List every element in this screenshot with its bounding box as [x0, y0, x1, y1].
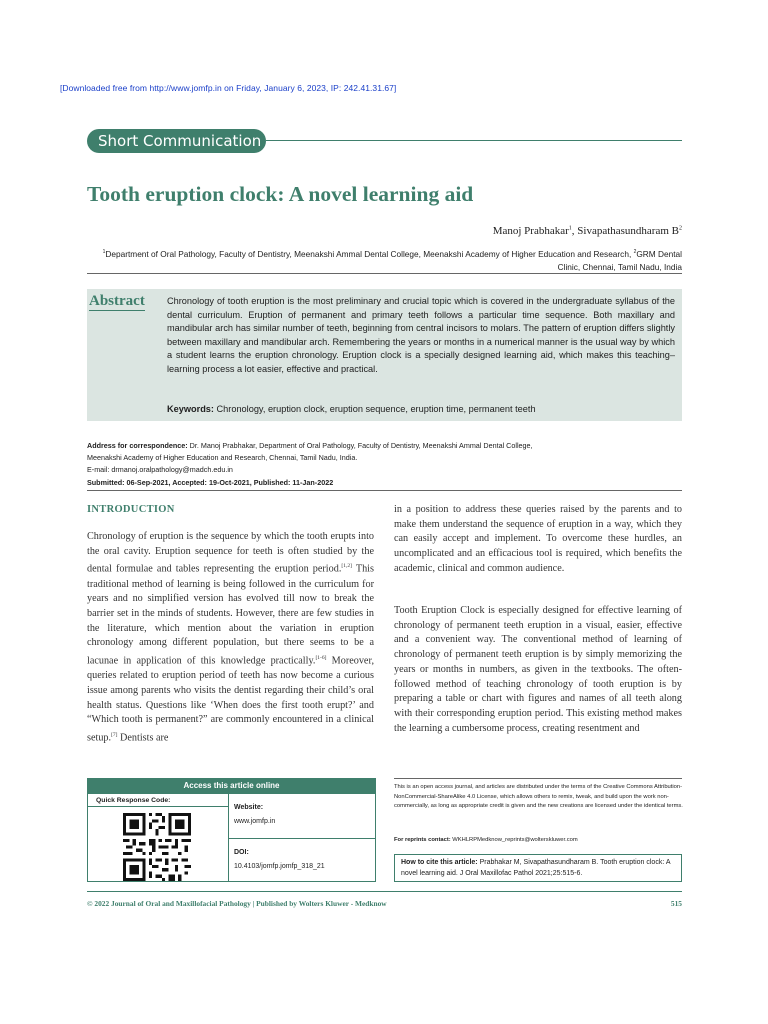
access-divider [228, 838, 376, 839]
qr-label: Quick Response Code: [96, 797, 171, 804]
affiliations [92, 246, 682, 274]
doi-label: DOI: [234, 849, 249, 856]
intro-text: This traditional method of learning is being followed in the curriculum for years and no simplified version has evolved till now to break the barrier set in the minds of students. However, there are few studies in the literature, which mention about the variation in eruption chronology among different population, but there seems to be a lacunae in application of this knowledge practically. [87, 563, 374, 667]
access-header: Access this article online [87, 778, 376, 794]
download-banner[interactable]: [Downloaded free from http://www.jomfp.in on Friday, January 6, 2023, IP: 242.41.31.67] [60, 83, 397, 93]
authors [493, 225, 682, 237]
page-number: 515 [670, 899, 682, 908]
submission-dates: Submitted: 06-Sep-2021, Accepted: 19-Oct-2021, Published: 11-Jan-2022 [87, 477, 334, 487]
section-badge [87, 129, 266, 153]
keywords-list: Chronology, eruption clock, eruption sequence, eruption time, permanent teeth [213, 404, 536, 414]
section-label: Short Communication [98, 132, 262, 150]
citation-ref[interactable]: [7] [111, 731, 118, 738]
intro-right-paragraph-1: in a position to address these queries raised by the parents and to make them understand the sequence of eruption in a way, which they can easily accept and implement. To overcome these hurdles, an uncomplicated and an efficacious tool is required, which benefits the academic, clinical and common audience. [394, 504, 682, 574]
access-divider [87, 806, 228, 807]
intro-text: Moreover, queries related to eruption period of teeth has now become a curious issue among parents who visits the dentist regarding their child’s oral health status. Questions like ‘When does the first tooth erupt?’ and “Which tooth is permanent?” are commonly encountered in a clinical setup. [87, 655, 374, 744]
author-1-affil: 1 [568, 225, 572, 232]
citation-ref[interactable]: [1-6] [315, 655, 327, 662]
keywords [167, 404, 675, 414]
reprints-email[interactable]: WKHLRPMedknow_reprints@wolterskluwer.com [450, 837, 578, 843]
correspondence-line2: Meenakshi Academy of Higher Education and Research, Chennai, Tamil Nadu, India. [87, 453, 358, 463]
correspondence-email[interactable]: E-mail: drmanoj.oralpathology@madch.edu.in [87, 465, 233, 475]
doi-link[interactable]: 10.4103/jomfp.jomfp_318_21 [234, 863, 325, 870]
affil-2-text: GRM Dental Clinic, Chennai, Tamil Nadu, India [557, 248, 682, 272]
website-label: Website: [234, 804, 264, 811]
qr-code-icon[interactable] [123, 813, 191, 881]
header-divider [87, 273, 682, 274]
author-separator: , [571, 225, 578, 237]
license-text: This is an open access journal, and articles are distributed under the terms of the Creative Commons Attribution-NonCommercial-ShareAlike 4.0 License, which allows others to remix, tweak, and build upon the work non-commercially, as long as appropriate credit is given and the new creations are licensed under the identical terms. [394, 784, 683, 809]
correspondence-divider [87, 490, 682, 491]
license-divider [394, 778, 682, 779]
affil-1-marker: 1 [102, 249, 106, 255]
reprints [394, 837, 578, 843]
affil-1-text: Department of Oral Pathology, Faculty of Dentistry, Meenakshi Ammal Dental College, Meenakshi Academy of Higher Education and Research, [105, 248, 634, 259]
footer-journal: © 2022 Journal of Oral and Maxillofacial Pathology | Published by Wolters Kluwer - Medknow [87, 899, 387, 908]
intro-right-paragraph-2: Tooth Eruption Clock is especially designed for effective learning of chronology of permanent teeth eruption in a visual, easier, effective and a convenient way. The conventional method of learning of chronology of permanent teeth eruption is by simply memorizing the years or months in numbers, as given in the textbooks. The often-followed method of teaching chronology of tooth eruption is by preparing a table or chart with figures and names of all teeth along with their corresponding eruption period. This existing method makes the learning a cumbersome process, creating resentment and [394, 605, 682, 734]
correspondence-text: Dr. Manoj Prabhakar, Department of Oral Pathology, Faculty of Dentistry, Meenakshi Ammal Dental College, [187, 441, 533, 450]
citation-ref[interactable]: [1,2] [341, 563, 352, 570]
article-title: Tooth eruption clock: A novel learning aid [87, 182, 474, 206]
intro-left-column [87, 530, 374, 746]
author-2: Sivapathasundharam B [577, 225, 679, 237]
cite-text [401, 857, 679, 879]
intro-text: Chronology of eruption is the sequence by which the tooth erupts into the oral cavity. Eruption sequence for teeth is often studied by the dental formulae and tables representing the eruption period. [87, 531, 374, 575]
correspondence-label: Address for correspondence: [87, 441, 188, 450]
author-2-affil: 2 [679, 225, 682, 232]
author-1: Manoj Prabhakar [492, 225, 569, 237]
cite-citation: Prabhakar M, Sivapathasundharam B. Tooth eruption clock: A novel learning aid. J Oral Maxillofac Pathol 2021;25:515-6. [401, 859, 671, 877]
intro-text: Dentists are [117, 732, 169, 744]
footer-divider [87, 891, 682, 892]
reprints-label: For reprints contact: [394, 837, 451, 843]
website-link[interactable]: www.jomfp.in [234, 818, 276, 825]
abstract-text: Chronology of tooth eruption is the most preliminary and crucial topic which is covered in the undergraduate syllabus of the dental curriculum. Eruption of permanent and primary teeth follows a particular time sequence. Both maxillary and mandibular arch has similar number of teeth, beginning from central incisors to molars. The pattern of eruption differs slightly between maxillary and mandibular arch. Remembering the years or months in a numerical manner is the usual way by which a student learns the eruption chronology. Eruption clock is a specially designed learning aid, which makes this teaching–learning process a lot easier, effective and practical. [167, 296, 675, 374]
keywords-label: Keywords: [167, 404, 214, 414]
cite-label: How to cite this article: [401, 859, 478, 866]
affil-2-marker: 2 [633, 249, 637, 255]
section-rule [266, 140, 682, 141]
correspondence [87, 440, 682, 489]
intro-heading: INTRODUCTION [87, 504, 175, 515]
abstract-heading: Abstract [89, 293, 145, 309]
